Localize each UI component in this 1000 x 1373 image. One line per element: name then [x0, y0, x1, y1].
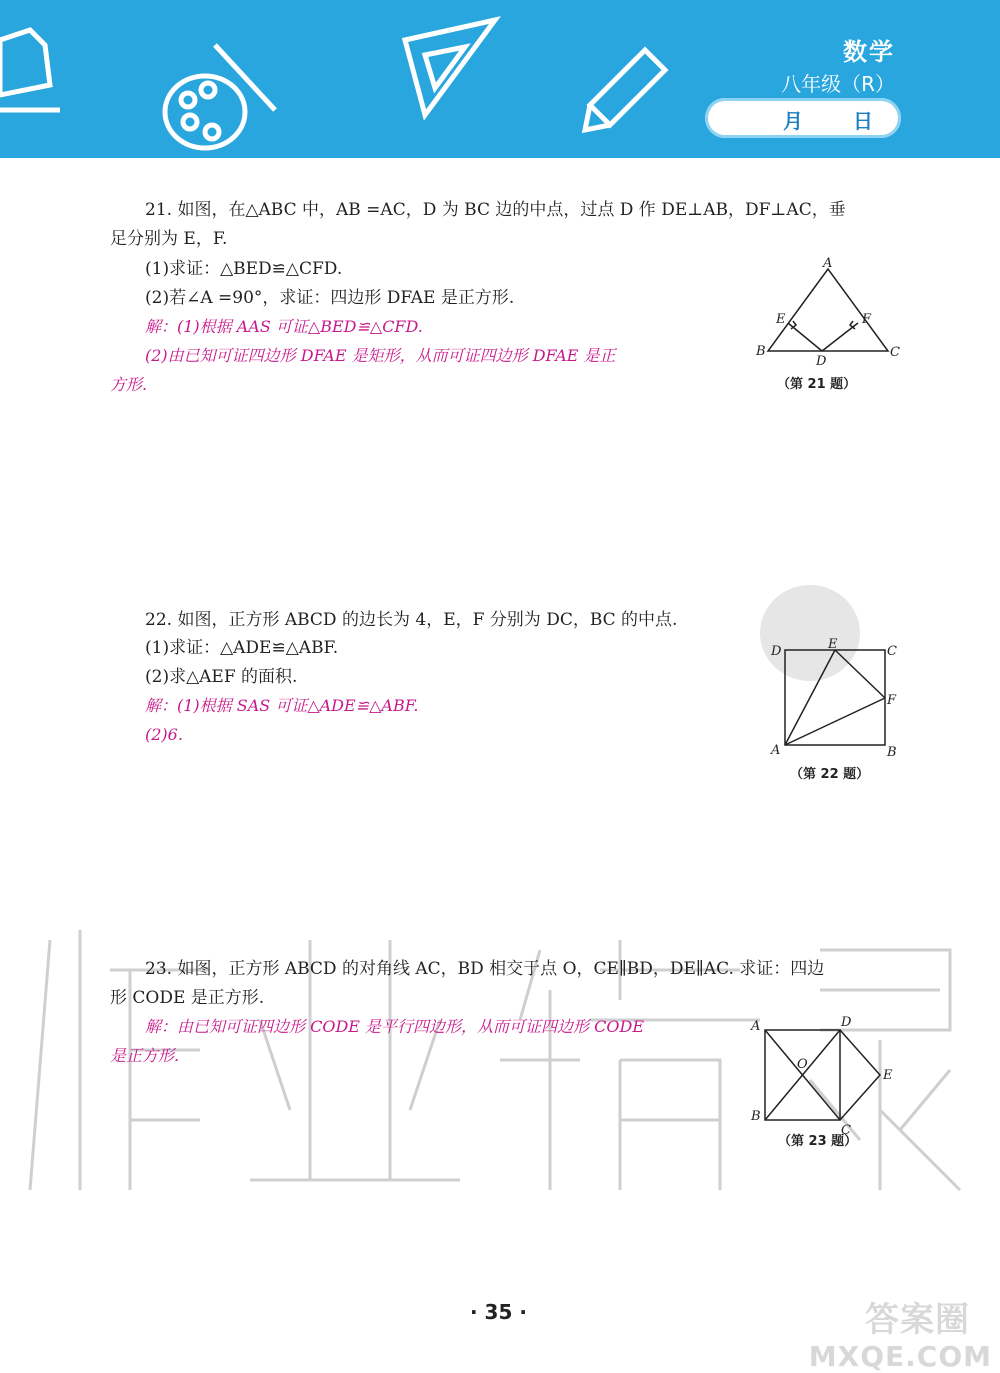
q22-label-E: E: [828, 638, 838, 652]
q21-figure: [750, 255, 900, 375]
date-field: [705, 98, 901, 138]
q23-label-O: O: [797, 1057, 808, 1072]
q21-answer1: 解：(1)根据 AAS 可证△BED≌△CFD.: [145, 317, 423, 336]
q21-label-F: F: [862, 312, 872, 327]
q21-part2: (2)若∠A =90°，求证：四边形 DFAE 是正方形.: [145, 288, 515, 308]
q23-label-E: E: [883, 1068, 893, 1083]
q22-line1: 22. 如图，正方形 ABCD 的边长为 4，E，F 分别为 DC，BC 的中点.: [145, 610, 678, 630]
q22-label-A: A: [771, 743, 781, 758]
page-number: · 35 ·: [470, 1300, 527, 1324]
q22-answer1: 解：(1)根据 SAS 可证△ADE≌△ABF.: [145, 696, 419, 715]
q23-line2: 形 CODE 是正方形.: [110, 988, 265, 1008]
q22-caption: （第 22 题）: [790, 767, 870, 782]
q22-part1: (1)求证：△ADE≌△ABF.: [145, 638, 339, 658]
q21-label-E: E: [776, 312, 786, 327]
watermark-corner-top: 答案圈: [865, 1300, 970, 1340]
q21-answer2: (2)由已知可证四边形 DFAE 是矩形，从而可证四边形 DFAE 是正: [145, 346, 616, 365]
set-square-icon: [405, 20, 495, 115]
q23-label-D: D: [841, 1015, 852, 1030]
q21-label-B: B: [756, 344, 766, 359]
q23-caption: （第 23 题）: [778, 1134, 858, 1149]
q23-answer2: 是正方形.: [110, 1046, 180, 1065]
header-banner: [0, 0, 1000, 158]
q21-line1: 21. 如图，在△ABC 中，AB =AC，D 为 BC 边的中点，过点 D 作 DE⊥AB，DF⊥AC，垂: [145, 200, 846, 220]
subject-title: 数学: [843, 38, 895, 66]
q21-line2: 足分别为 E，F.: [110, 229, 228, 249]
q22-label-B: B: [887, 745, 897, 760]
day-label: 日: [853, 109, 873, 133]
q21-label-D: D: [816, 354, 827, 369]
month-label: 月: [783, 109, 803, 133]
q21-answer3: 方形.: [110, 375, 148, 394]
q22-label-D: D: [771, 644, 782, 659]
q21-label-A: A: [823, 256, 833, 271]
q23-label-B: B: [751, 1109, 761, 1124]
grade-label: 八年级（R）: [781, 72, 895, 96]
q21-label-C: C: [890, 345, 900, 360]
q22-answer2: (2)6.: [145, 725, 183, 744]
q23-answer1: 解：由已知可证四边形 CODE 是平行四边形，从而可证四边形 CODE: [145, 1017, 644, 1036]
watermark-corner-bottom: MXQE.COM: [808, 1340, 992, 1373]
q22-figure: [765, 638, 900, 763]
q22-part2: (2)求△AEF 的面积.: [145, 667, 298, 687]
q22-label-C: C: [887, 644, 897, 659]
q21-part1: (1)求证：△BED≌△CFD.: [145, 259, 343, 279]
q23-figure: [745, 1010, 895, 1135]
q21-caption: （第 21 题）: [777, 377, 857, 392]
palette-icon: [165, 45, 275, 148]
q23-label-C: C: [841, 1123, 851, 1135]
q23-line1: 23. 如图，正方形 ABCD 的对角线 AC，BD 相交于点 O，CE∥BD，DE∥AC. 求证：四边: [145, 959, 825, 979]
skate-icon: [0, 30, 60, 110]
q22-label-F: F: [887, 693, 897, 708]
q23-label-A: A: [751, 1019, 761, 1034]
pencil-icon: [585, 50, 665, 130]
